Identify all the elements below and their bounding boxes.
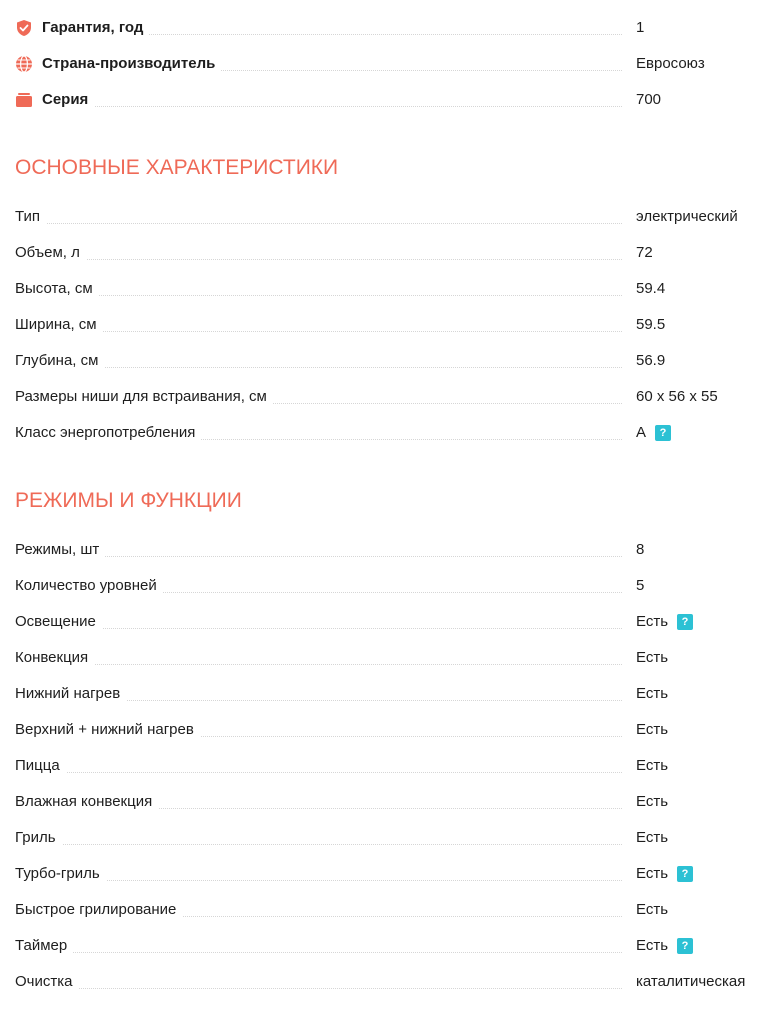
dotted-leader [15, 664, 622, 665]
spec-value-text: Есть [636, 613, 669, 630]
spec-row [15, 604, 775, 640]
spec-label: Влажная конвекция [15, 793, 158, 811]
spec-value: 59.5 [636, 316, 666, 333]
shield-check-icon [15, 19, 33, 37]
spec-label: Тип [15, 208, 46, 226]
spec-value: Есть [636, 757, 669, 774]
spec-value: Евросоюз [636, 55, 705, 72]
dotted-leader [15, 628, 622, 629]
spec-value: 56.9 [636, 352, 666, 369]
spec-row-country [15, 46, 775, 82]
spec-row [15, 379, 775, 415]
spec-value [636, 937, 693, 955]
spec-row [15, 856, 775, 892]
spec-label: Освещение [15, 613, 102, 631]
spec-row [15, 784, 775, 820]
spec-row [15, 415, 775, 451]
help-icon[interactable]: ? [677, 866, 693, 882]
spec-row [15, 235, 775, 271]
spec-value: электрический [636, 208, 738, 225]
spec-label: Размеры ниши для встраивания, см [15, 388, 273, 406]
spec-label: Количество уровней [15, 577, 163, 595]
spec-value-text: Есть [636, 937, 669, 954]
spec-label: Страна-производитель [42, 55, 216, 72]
dotted-leader [15, 556, 622, 557]
spec-label: Пицца [15, 757, 66, 775]
spec-row [15, 748, 775, 784]
dotted-leader [15, 223, 622, 224]
spec-label: Серия [42, 91, 89, 108]
spec-label: Турбо-гриль [15, 865, 106, 883]
spec-row [15, 820, 775, 856]
spec-label: Объем, л [15, 244, 86, 262]
section-title-modes: РЕЖИМЫ И ФУНКЦИИ [15, 489, 242, 512]
spec-row [15, 964, 775, 1000]
spec-value: Есть [636, 721, 669, 738]
spec-value: 1 [636, 19, 645, 36]
spec-value: 700 [636, 91, 662, 108]
spec-label: Гарантия, год [42, 19, 144, 36]
spec-label: Таймер [15, 937, 73, 955]
spec-label: Ширина, см [15, 316, 103, 334]
spec-label: Верхний + нижний нагрев [15, 721, 200, 739]
spec-row [15, 271, 775, 307]
spec-row-series [15, 82, 775, 118]
spec-row [15, 343, 775, 379]
spec-label: Режимы, шт [15, 541, 105, 559]
dotted-leader [15, 295, 622, 296]
dotted-leader [15, 772, 622, 773]
main-specs [15, 199, 775, 451]
spec-row [15, 676, 775, 712]
spec-label: Глубина, см [15, 352, 104, 370]
series-box-icon [15, 91, 33, 109]
spec-row [15, 307, 775, 343]
spec-value: каталитическая [636, 973, 746, 990]
spec-row-warranty [15, 10, 775, 46]
spec-value: Есть [636, 793, 669, 810]
dotted-leader [15, 952, 622, 953]
spec-value: Есть [636, 685, 669, 702]
spec-value: 59.4 [636, 280, 666, 297]
help-icon[interactable]: ? [677, 614, 693, 630]
dotted-leader [15, 331, 622, 332]
spec-label: Конвекция [15, 649, 94, 667]
dotted-leader [15, 844, 622, 845]
spec-label: Нижний нагрев [15, 685, 126, 703]
dotted-leader [15, 988, 622, 989]
spec-value: 5 [636, 577, 645, 594]
spec-label: Класс энергопотребления [15, 424, 201, 442]
dotted-leader [15, 106, 622, 107]
spec-row [15, 892, 775, 928]
dotted-leader [15, 259, 622, 260]
spec-value: 72 [636, 244, 653, 261]
spec-value: 60 х 56 х 55 [636, 388, 718, 405]
help-icon[interactable]: ? [677, 938, 693, 954]
mode-specs [15, 532, 775, 1000]
spec-label: Гриль [15, 829, 62, 847]
spec-value: Есть [636, 649, 669, 666]
spec-row [15, 712, 775, 748]
globe-icon [15, 55, 33, 73]
spec-row [15, 640, 775, 676]
spec-label: Очистка [15, 973, 78, 991]
help-icon[interactable]: ? [655, 425, 671, 441]
spec-value: Есть [636, 901, 669, 918]
spec-value-text: Есть [636, 865, 669, 882]
spec-value [636, 865, 693, 883]
section-title-main: ОСНОВНЫЕ ХАРАКТЕРИСТИКИ [15, 156, 339, 179]
spec-value-text: A [636, 424, 647, 441]
top-specs [15, 10, 775, 118]
spec-row [15, 532, 775, 568]
spec-value: Есть [636, 829, 669, 846]
dotted-leader [15, 880, 622, 881]
spec-value [636, 424, 671, 442]
spec-row [15, 928, 775, 964]
spec-value: 8 [636, 541, 645, 558]
spec-label: Быстрое грилирование [15, 901, 182, 919]
spec-label: Высота, см [15, 280, 99, 298]
spec-value [636, 613, 693, 631]
spec-row [15, 568, 775, 604]
spec-row [15, 199, 775, 235]
dotted-leader [15, 367, 622, 368]
